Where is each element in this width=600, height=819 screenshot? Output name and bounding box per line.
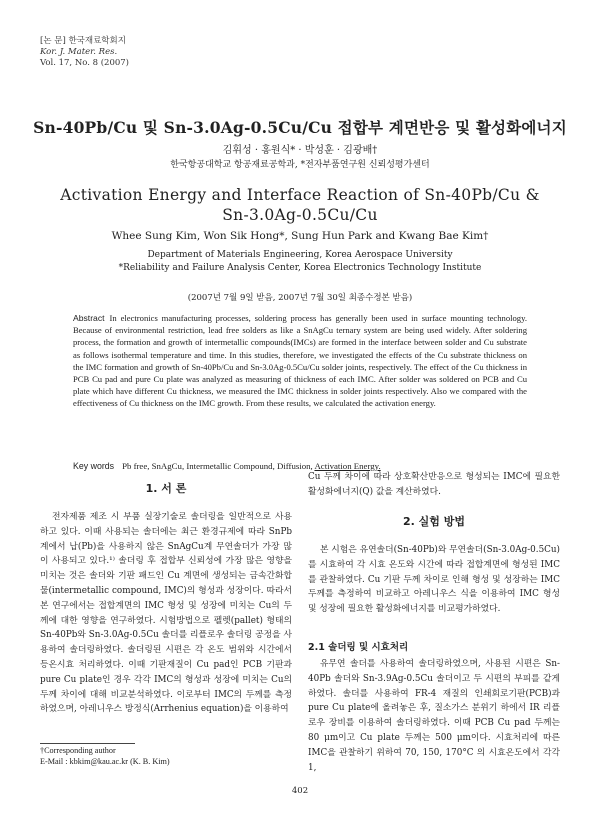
- english-authors: Whee Sung Kim, Won Sik Hong*, Sung Hun Park and Kwang Bae Kim†: [111, 230, 489, 242]
- korean-authors: 김휘성 · 홍원식* · 박성훈 · 김광배†: [222, 145, 378, 156]
- english-title-line2: Sn-3.0Ag-0.5Cu/Cu: [222, 206, 378, 224]
- footnote: [40, 745, 170, 767]
- english-affiliation-1: Department of Materials Engineering, Korea Aerospace University: [147, 250, 453, 260]
- abstract-label: Abstract: [73, 313, 105, 323]
- section1-continued: Cu 두께 차이에 따라 상호확산반응으로 형성되는 IMC에 필요한 활성화에너지(Q) 값을 계산하였다.: [308, 472, 560, 497]
- section2-heading: 2. 실험 방법: [403, 515, 465, 528]
- footnote-corresponding: †Corresponding author: [40, 746, 116, 755]
- korean-title: Sn-40Pb/Cu 및 Sn-3.0Ag-0.5Cu/Cu 접합부 계면반응 및 활성화에너지: [33, 118, 567, 137]
- section2-1-heading: 2.1 솔더링 및 시효처리: [308, 642, 409, 653]
- journal-name: Kor. J. Mater. Res.: [40, 47, 118, 57]
- footnote-divider: [40, 743, 135, 744]
- korean-affiliation: 한국항공대학교 항공재료공학과, *전자부품연구원 신뢰성평가센터: [170, 160, 430, 170]
- section2-paragraph: 본 시험은 유연솔더(Sn-40Pb)와 무연솔더(Sn-3.0Ag-0.5Cu)를 시효하여 각 시효 온도와 시간에 따라 접합계면에 형성된 IMC를 관찰하였다. Cu 기판 두께 차이로 인해 형성 및 성장하는 IMC 두께를 측정하여 비교하고 아레니우스 식을 이용하여 IMC 형성 및 성장에 필요한 활성화에너지를 비교평가하였다.: [308, 545, 560, 615]
- english-title-line1: Activation Energy and Interface Reaction of Sn-40Pb/Cu &: [60, 186, 540, 204]
- footnote-email: E-Mail : kbkim@kau.ac.kr (K. B. Kim): [40, 757, 170, 766]
- journal-category: [논 문] 한국재료학회지: [40, 36, 126, 46]
- english-affiliation-2: *Reliability and Failure Analysis Center, Korea Electronics Technology Institute: [118, 263, 482, 273]
- keywords-label: Key words: [73, 461, 115, 471]
- journal-volume: Vol. 17, No. 8 (2007): [40, 58, 130, 68]
- abstract: [73, 312, 527, 410]
- journal-header: [40, 36, 129, 69]
- english-affiliation: [30, 249, 570, 275]
- section1-paragraph: 전자제품 제조 시 부품 실장기술로 솔더링을 일반적으로 사용하고 있다. 이때 사용되는 솔더에는 최근 환경규제에 따라 SnPb계에서 납(Pb)을 사용하지 않은 SnAgCu계 무연솔더가 가장 많이 사용되고 있다.¹⁾ 솔더링 후 접합부 신뢰성에 가장 많은 영향을 미치는 것은 솔더와 기판 패드인 Cu 계면에 생성되는 금속간화합물(intermetallic compound, IMC)의 형성과 성장이다. 따라서 본 연구에서는 접합계면의 IMC 형성 및 성장에 미치는 Cu의 두께에 대한 영향을 연구하였다. 시험방법으로 펠렛(pallet) 형태의 Sn-40Pb와 Sn-3.0Ag-0.5Cu 솔더를 리플로우 솔더링 공정을 사용하여 솔더링하였다. 솔더링된 시편은 각 온도 범위와 시간에서 등온시효 처리하였다. 이때 기판재질이 Cu pad인 PCB 기판과 pure Cu plate인 경우 각각 IMC의 형성과 성장에 미치는 Cu의 두께 차이에 대해 비교분석하였다. 이로부터 IMC의 두께를 측정하였으며, 아레니우스 방정식(Arrhenius equation)을 이용하여: [40, 512, 292, 715]
- abstract-text: In electronics manufacturing processes, soldering process has generally been used in surface mounting technology. Because of environmental restriction, lead free solders as like a SnAgCu ternary system are being used widely. After soldering process, the formation and growth of intermetallic compounds(IMCs) are formed in the interface between solder and Cu substrate as follows isothermal temperature and time. In this studies, therefore, we investigated the effects of the Cu substrate thickness on the IMC formation and growth of Sn-40Pb/Cu and Sn-3.0Ag-0.5Cu/Cu solder joints, respectively. The effect of the Cu thickness in PCB Cu pad and pure Cu plate was analyzed as measuring of thickness of each IMC. After solder was soldered on PCB and Cu plate which have different Cu thickness, we measured the IMC thickness in solder joints respectively. Also we compared with the effectiveness of Cu thickness on the IMC growth. From these results, we calculated the activation energy.: [73, 313, 527, 409]
- section2-1-paragraph: 유무연 솔더를 사용하여 솔더링하였으며, 사용된 시편은 Sn-40Pb 솔더와 Sn-3.9Ag-0.5Cu 솔더이고 두 시편의 부피를 같게 하였다. 솔더를 사용하여 FR-4 재질의 인쇄회로기판(PCB)과 pure Cu plate에 올려놓은 후, 질소가스 분위기 하에서 IR 리플로우 장비를 이용하여 솔더링하였다. 이때 PCB Cu pad 두께는 80 μm이고 Cu plate 두께는 500 μm이다. 시효처리에 따른 IMC을 관찰하기 위하여 70, 150, 170°C 의 시효온도에서 각각 1,: [308, 659, 560, 773]
- section1-heading: 1. 서 론: [145, 482, 187, 495]
- keywords-text: Pb free, SnAgCu, Intermetallic Compound, Diffusion,: [122, 461, 315, 471]
- keywords-underlined: Activation Energy.: [314, 461, 381, 471]
- page-number: 402: [291, 786, 309, 796]
- received-dates: (2007년 7월 9일 받음, 2007년 7월 30일 최종수정본 받음): [187, 293, 413, 303]
- english-title: [40, 185, 560, 225]
